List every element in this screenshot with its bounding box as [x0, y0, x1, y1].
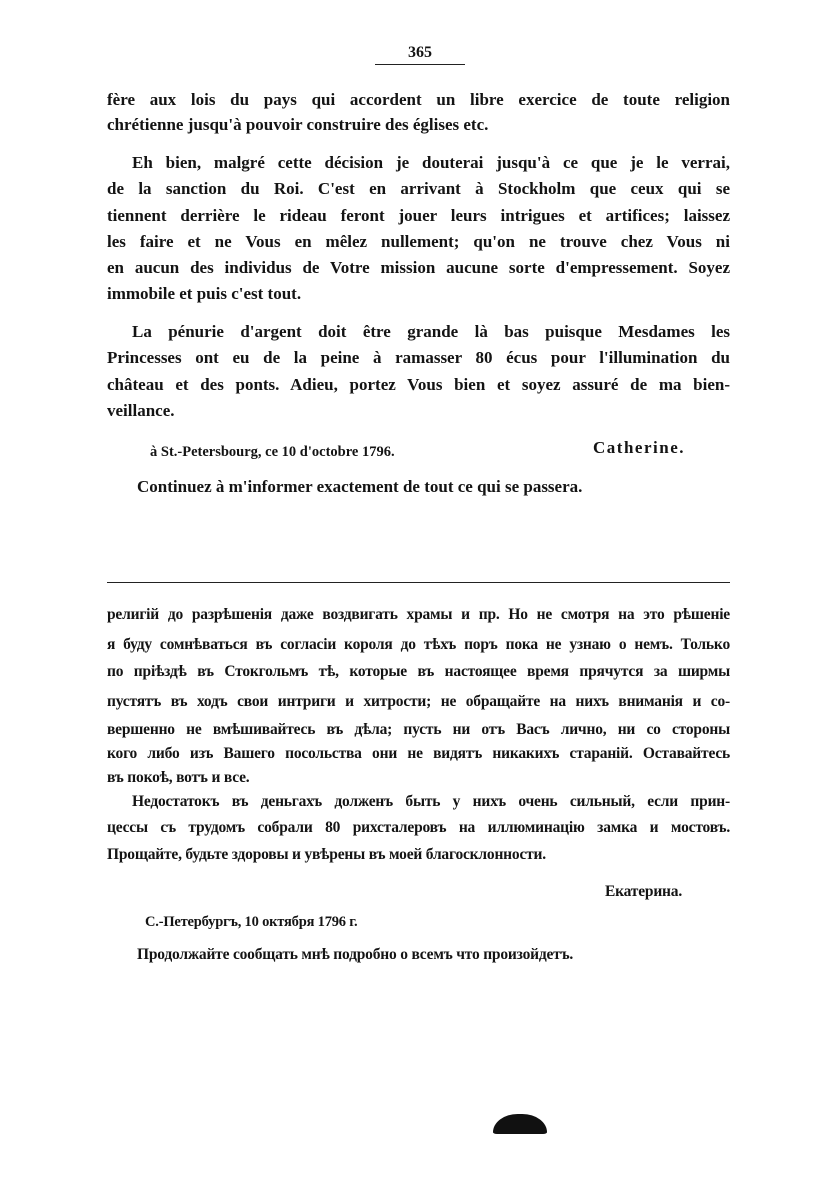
- text-line: цессы съ трудомъ собрали 80 рихсталеровъ на иллюминацію замка и мостовъ.: [107, 819, 730, 836]
- text-line: Недостатокъ въ деньгахъ долженъ быть у нихъ очень сильный, если прин-: [132, 793, 730, 810]
- text-line: кого либо изъ Вашего посольства они не видятъ никакихъ стараній. Оставайтесь: [107, 745, 730, 762]
- text-line: fère aux lois du pays qui accordent un libre exercice de toute religion: [107, 90, 730, 109]
- text-line: en aucun des individus de Votre mission aucune sorte d'empressement. Soyez: [107, 258, 730, 277]
- signature-ekaterina: Екатерина.: [605, 883, 682, 900]
- postscript: Continuez à m'informer exactement de tout ce qui se passera.: [137, 477, 583, 496]
- postscript: Продолжайте сообщать мнѣ подробно о всемъ что произойдетъ.: [137, 946, 574, 963]
- text-line: chrétienne jusqu'à pouvoir construire des églises etc.: [107, 115, 489, 134]
- text-line: immobile et puis c'est tout.: [107, 284, 302, 303]
- text-line: я буду сомнѣваться въ согласіи короля до тѣхъ поръ пока не узнаю о немъ. Только: [107, 636, 730, 653]
- signature-catherine: Catherine.: [593, 438, 685, 457]
- date-line: à St.-Petersbourg, ce 10 d'octobre 1796.: [150, 444, 395, 460]
- text-line: Прощайте, будьте здоровы и увѣрены въ моей благосклонности.: [107, 846, 546, 863]
- text-line: Eh bien, malgré cette décision je douterai jusqu'à ce que je le verrai,: [132, 153, 730, 172]
- divider-rule: [107, 582, 730, 583]
- text-line: de la sanction du Roi. C'est en arrivant à Stockholm que ceux qui se: [107, 179, 730, 198]
- text-line: tiennent derrière le rideau feront jouer leurs intrigues et artifices; laissez: [107, 206, 730, 225]
- date-line: С.-Петербургъ, 10 октября 1796 г.: [145, 914, 358, 930]
- text-line: les faire et ne Vous en mêlez nullement; qu'on ne trouve chez Vous ni: [107, 232, 730, 251]
- text-line: château et des ponts. Adieu, portez Vous bien et soyez assuré de ma bien-: [107, 375, 730, 394]
- ink-blot: [493, 1114, 547, 1134]
- text-line: Princesses ont eu de la peine à ramasser 80 écus pour l'illumination du: [107, 348, 730, 367]
- text-line: по пріѣздѣ въ Стокгольмъ тѣ, которые въ настоящее время прячутся за ширмы: [107, 663, 730, 680]
- text-line: въ покоѣ, вотъ и все.: [107, 769, 250, 786]
- text-line: религій до разрѣшенія даже воздвигать храмы и пр. Но не смотря на это рѣшеніе: [107, 606, 730, 623]
- text-line: пустятъ въ ходъ свои интриги и хитрости; не обращайте на нихъ вниманія и со-: [107, 693, 730, 710]
- text-line: La pénurie d'argent doit être grande là bas puisque Mesdames les: [132, 322, 730, 341]
- page-number: 365: [375, 44, 465, 65]
- text-line: veillance.: [107, 401, 175, 420]
- text-line: вершенно не вмѣшивайтесь въ дѣла; пусть ни отъ Васъ лично, ни со стороны: [107, 721, 730, 738]
